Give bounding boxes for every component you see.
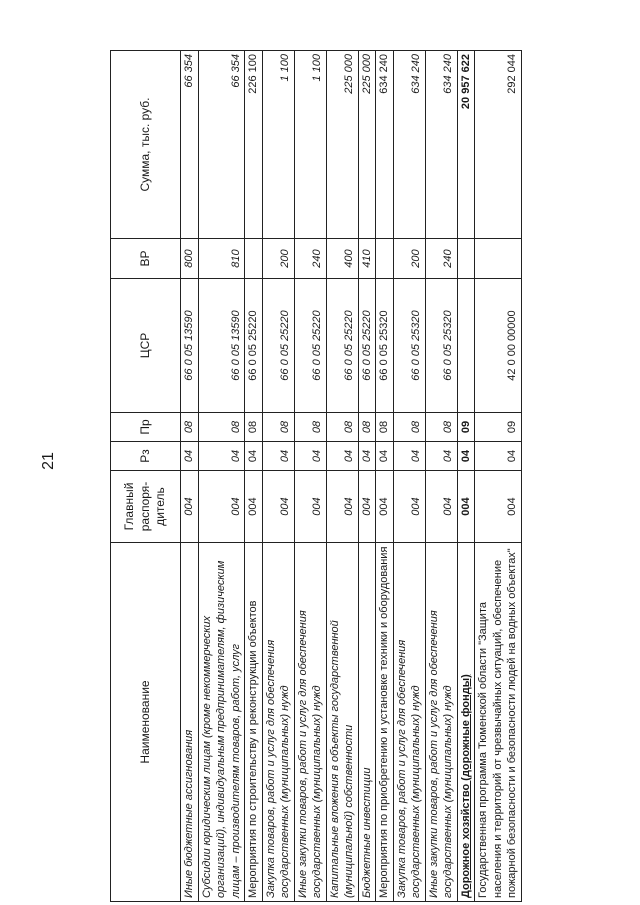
- header-sum: Сумма, тыс. руб.: [111, 51, 181, 239]
- cell-vr: 200: [262, 239, 294, 279]
- cell-vr: 240: [294, 239, 326, 279]
- cell-csr: [457, 279, 475, 413]
- cell-rz: 04: [425, 442, 457, 471]
- cell-csr: 66 0 05 25320: [376, 279, 394, 413]
- cell-vr: [475, 239, 522, 279]
- cell-name: Бюджетные инвестиции: [358, 543, 376, 902]
- table-row: [262, 51, 294, 902]
- table-row: [198, 51, 245, 902]
- cell-vr: 800: [181, 239, 199, 279]
- cell-sum: 634 240: [376, 51, 394, 239]
- rotated-page: [110, 51, 607, 902]
- cell-rz: 04: [393, 442, 425, 471]
- cell-manager: 004: [294, 471, 326, 543]
- cell-sum: 292 044: [475, 51, 522, 239]
- cell-rz: 04: [358, 442, 376, 471]
- cell-sum: 634 240: [425, 51, 457, 239]
- cell-manager: 004: [262, 471, 294, 543]
- cell-csr: 66 0 05 25220: [294, 279, 326, 413]
- cell-name: Субсидии юридическим лицам (кроме некоммерческих организаций), индивидуальным предпринимателям, физическим лицам – производителям товаров, работ, услуг: [198, 543, 245, 902]
- cell-manager: 004: [475, 471, 522, 543]
- header-manager: Главный распоря-дитель: [111, 471, 181, 543]
- cell-name: Закупка товаров, работ и услуг для обеспечения государственных (муниципальных) нужд: [262, 543, 294, 902]
- cell-rz: 04: [326, 442, 358, 471]
- cell-name: Иные закупки товаров, работ и услуг для обеспечения государственных (муниципальных) нужд: [294, 543, 326, 902]
- cell-pr: 08: [198, 413, 245, 442]
- cell-manager: 004: [198, 471, 245, 543]
- cell-sum: 66 354: [198, 51, 245, 239]
- cell-manager: 004: [457, 471, 475, 543]
- table-row: [376, 51, 394, 902]
- cell-name: Закупка товаров, работ и услуг для обеспечения государственных (муниципальных) нужд: [393, 543, 425, 902]
- cell-manager: 004: [181, 471, 199, 543]
- cell-manager: 004: [393, 471, 425, 543]
- cell-sum: 1 100: [262, 51, 294, 239]
- cell-name: Мероприятия по приобретению и установке техники и оборудования: [376, 543, 394, 902]
- cell-csr: 66 0 05 25220: [245, 279, 263, 413]
- cell-csr: 66 0 05 13590: [181, 279, 199, 413]
- table-row: [326, 51, 358, 902]
- cell-pr: 08: [262, 413, 294, 442]
- cell-csr: 42 0 00 00000: [475, 279, 522, 413]
- cell-sum: 226 100: [245, 51, 263, 239]
- cell-name: Иные закупки товаров, работ и услуг для обеспечения государственных (муниципальных) нужд: [425, 543, 457, 902]
- cell-sum: 225 000: [358, 51, 376, 239]
- cell-pr: 09: [475, 413, 522, 442]
- cell-pr: 08: [294, 413, 326, 442]
- cell-rz: 04: [294, 442, 326, 471]
- table-row: [245, 51, 263, 902]
- budget-table: [110, 50, 522, 902]
- cell-name: Мероприятия по строительству и реконструкции объектов: [245, 543, 263, 902]
- table-row: [294, 51, 326, 902]
- table-row: [393, 51, 425, 902]
- cell-manager: 004: [376, 471, 394, 543]
- cell-name: Иные бюджетные ассигнования: [181, 543, 199, 902]
- cell-sum: 20 957 622: [457, 51, 475, 239]
- cell-pr: 08: [358, 413, 376, 442]
- header-pr: Пр: [111, 413, 181, 442]
- table-row: [475, 51, 522, 902]
- cell-vr: 200: [393, 239, 425, 279]
- cell-csr: 66 0 05 13590: [198, 279, 245, 413]
- header-name: Наименование: [111, 543, 181, 902]
- cell-pr: 08: [425, 413, 457, 442]
- table-row: [457, 51, 475, 902]
- cell-pr: 08: [181, 413, 199, 442]
- cell-rz: 04: [457, 442, 475, 471]
- cell-name: Дорожное хозяйство (дорожные фонды): [457, 543, 475, 902]
- cell-csr: 66 0 05 25320: [425, 279, 457, 413]
- cell-pr: 09: [457, 413, 475, 442]
- header-rz: Рз: [111, 442, 181, 471]
- cell-rz: 04: [181, 442, 199, 471]
- cell-rz: 04: [245, 442, 263, 471]
- cell-csr: 66 0 05 25220: [326, 279, 358, 413]
- cell-rz: 04: [475, 442, 522, 471]
- cell-pr: 08: [326, 413, 358, 442]
- cell-vr: 400: [326, 239, 358, 279]
- cell-vr: [376, 239, 394, 279]
- cell-sum: 634 240: [393, 51, 425, 239]
- cell-vr: [457, 239, 475, 279]
- cell-rz: 04: [198, 442, 245, 471]
- cell-csr: 66 0 05 25220: [262, 279, 294, 413]
- cell-vr: 410: [358, 239, 376, 279]
- table-row: [358, 51, 376, 902]
- cell-vr: 810: [198, 239, 245, 279]
- cell-pr: 08: [393, 413, 425, 442]
- cell-manager: 004: [326, 471, 358, 543]
- cell-pr: 08: [245, 413, 263, 442]
- cell-vr: 240: [425, 239, 457, 279]
- header-row: [111, 51, 181, 902]
- cell-pr: 08: [376, 413, 394, 442]
- cell-manager: 004: [358, 471, 376, 543]
- cell-sum: 1 100: [294, 51, 326, 239]
- cell-rz: 04: [262, 442, 294, 471]
- cell-sum: 225 000: [326, 51, 358, 239]
- table-row: [181, 51, 199, 902]
- table-row: [425, 51, 457, 902]
- cell-csr: 66 0 05 25320: [393, 279, 425, 413]
- cell-sum: 66 354: [181, 51, 199, 239]
- header-csr: ЦСР: [111, 279, 181, 413]
- page-number: 21: [39, 452, 57, 470]
- cell-vr: [245, 239, 263, 279]
- cell-manager: 004: [425, 471, 457, 543]
- header-vr: ВР: [111, 239, 181, 279]
- cell-name: Капитальные вложения в объекты государственной (муниципальной) собственности: [326, 543, 358, 902]
- cell-rz: 04: [376, 442, 394, 471]
- cell-csr: 66 0 05 25220: [358, 279, 376, 413]
- cell-name: Государственная программа Тюменской области "Защита населения и территорий от чрезвычайных ситуаций, обеспечение пожарной безопасности и безопасности людей на водных объектах": [475, 543, 522, 902]
- cell-manager: 004: [245, 471, 263, 543]
